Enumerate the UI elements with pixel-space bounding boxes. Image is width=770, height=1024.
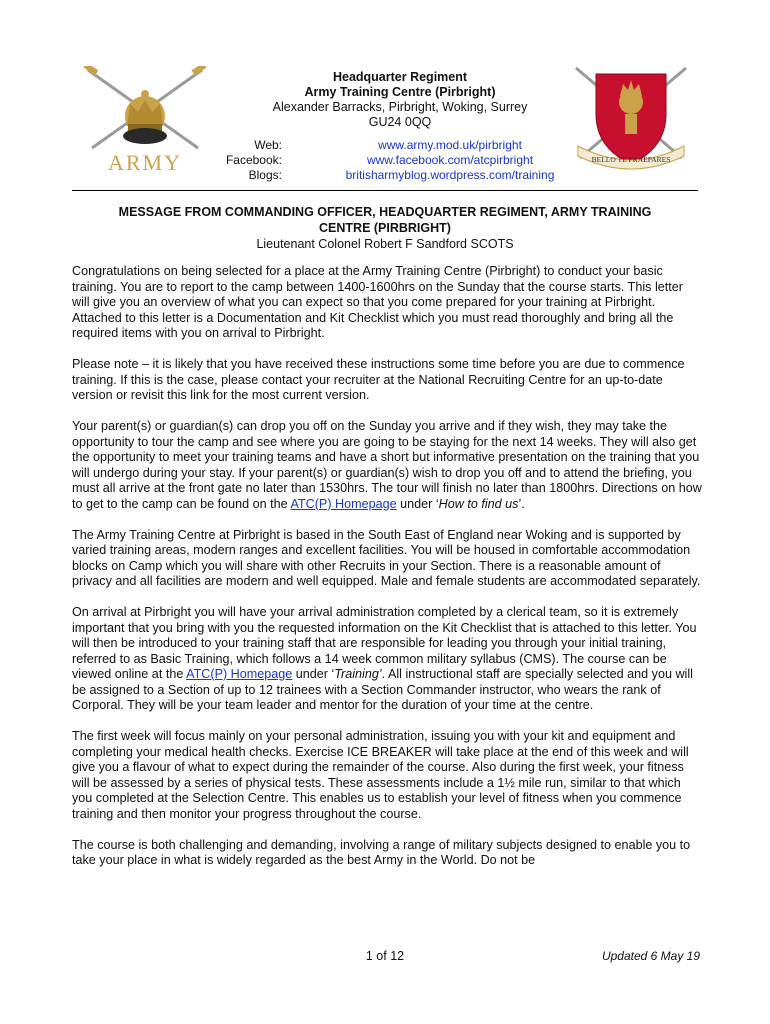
paragraph: The course is both challenging and demanding, involving a range of military subjects designed to enable you to take your place in what is widely regarded as the best Army in the World. Do not be (72, 837, 691, 867)
web-link[interactable]: www.army.mod.uk/pirbright (378, 138, 522, 152)
atcp-homepage-link[interactable]: ATC(P) Homepage (186, 667, 293, 681)
paragraph: Congratulations on being selected for a place at the Army Training Centre (Pirbright) to conduct your basic training. You are to report to the camp between 1400-1600hrs on the Sunday that the course starts. This letter will give you an overview of what you can expect so that you come prepared for your training at Pirbright. Attached to this letter is a Documentation and Kit Checklist which you must read thoroughly and bring all the required items with you on arrival to Pirbright. (72, 264, 683, 340)
header-divider (72, 190, 698, 191)
address-line1: Alexander Barracks, Pirbright, Woking, Surrey (272, 100, 528, 114)
army-logo (80, 66, 210, 184)
address-line2: GU24 0QQ (368, 115, 432, 129)
paragraph (72, 605, 702, 714)
title-line1: MESSAGE FROM COMMANDING OFFICER, HEADQUARTER REGIMENT, ARMY TRAINING (118, 205, 652, 219)
updated-date: Updated 6 May 19 (601, 949, 700, 963)
paragraph-italic: Training’ (334, 667, 382, 681)
page-number: 1 of 12 (365, 949, 405, 963)
signatory: Lieutenant Colonel Robert F Sandford SCOTS (256, 237, 514, 251)
blogs-link[interactable]: britisharmyblog.wordpress.com/training (345, 168, 555, 182)
paragraph: The first week will focus mainly on your personal administration, issuing you with your kit and equipment and completing your medical health checks. Exercise ICE BREAKER will take place at the end of this week and will give you a flavour of what to expect during the remainder of the course. Also during the first week, your fitness will be assessed by a series of physical tests. These assessments include a 1½ mile run, similar to that which you completed at the Selection Centre. This enables us to establish your level of fitness when you commence training and then monitor your progress throughout the course. (72, 729, 689, 821)
facebook-link[interactable]: www.facebook.com/atcpirbright (366, 153, 534, 167)
contact-label: Web: (254, 138, 282, 152)
paragraph-text: under ‘ (292, 667, 335, 681)
contact-label: Blogs: (248, 168, 282, 182)
letter-body (72, 264, 702, 884)
contact-row-blogs (200, 168, 600, 183)
contact-row-facebook (200, 153, 600, 168)
paragraph: Please note – it is likely that you have received these instructions some time before you are due to commence training. If this is the case, please contact your recruiter at the National Recruiting Centre for an up-to-date version or revisit this link for the most current version. (72, 357, 685, 402)
org-name-line2: Army Training Centre (Pirbright) (304, 85, 496, 99)
paragraph-text: ’. (518, 496, 525, 511)
paragraph (72, 419, 702, 512)
paragraph-text: . All instructional staff are specially selected and you will be assigned to a Section of up to 12 trainees with a Section Commander instructor, who wears the rank of Corporal. They will be your team leader and mentor for the duration of your time at the centre. (72, 667, 693, 712)
contact-list (200, 138, 600, 183)
paragraph-italic: How to find us (438, 496, 519, 511)
paragraph-text: under ‘ (396, 496, 439, 511)
paragraph-text: Your parent(s) or guardian(s) can drop you off on the Sunday you arrive and if they wish, they may take the opportunity to tour the camp and see where you are going to be staying for the next 14 weeks. They will also get the opportunity to meet your training teams and have a short but informative presentation on the training that you will undergo during your stay. If your parent(s) or guardian(s) wish to drop you off and to attend the briefing, you must all arrive at the front gate no later than 1530hrs. The tour will finish no later than 1800hrs. Directions on how to get to the camp can be found on the (72, 419, 702, 511)
contact-label: Facebook: (225, 153, 282, 167)
atcp-homepage-link[interactable]: ATC(P) Homepage (290, 496, 397, 511)
army-logo-text: ARMY (107, 150, 183, 175)
contact-row-web (200, 138, 600, 153)
regiment-motto-text: BELLO TE PRAEPARES (591, 155, 671, 164)
org-name-line1: Headquarter Regiment (332, 70, 468, 84)
letterhead (200, 70, 600, 130)
army-crest-icon (80, 66, 210, 184)
paragraph-text: On arrival at Pirbright you will have your arrival administration completed by a clerical team, so it is extremely important that you bring with you the requested information on the Kit Checklist that is attached to this letter. You will then be introduced to your training staff that are responsible for leading you through your initial training, referred to as Basic Training, which follows a 14 week common military syllabus (CMS). The course can be viewed online at the (72, 605, 697, 681)
message-title (72, 204, 698, 252)
title-line2: CENTRE (PIRBRIGHT) (319, 221, 451, 235)
paragraph: The Army Training Centre at Pirbright is based in the South East of England near Woking and is supported by varied training areas, modern ranges and excellent facilities. You will be housed in comfortable accommodation blocks on Camp which you will share with other Recruits in your Section. There is a reasonable amount of privacy and all facilities are modern and well equipped. Male and female students are accommodated separately. (72, 527, 701, 588)
